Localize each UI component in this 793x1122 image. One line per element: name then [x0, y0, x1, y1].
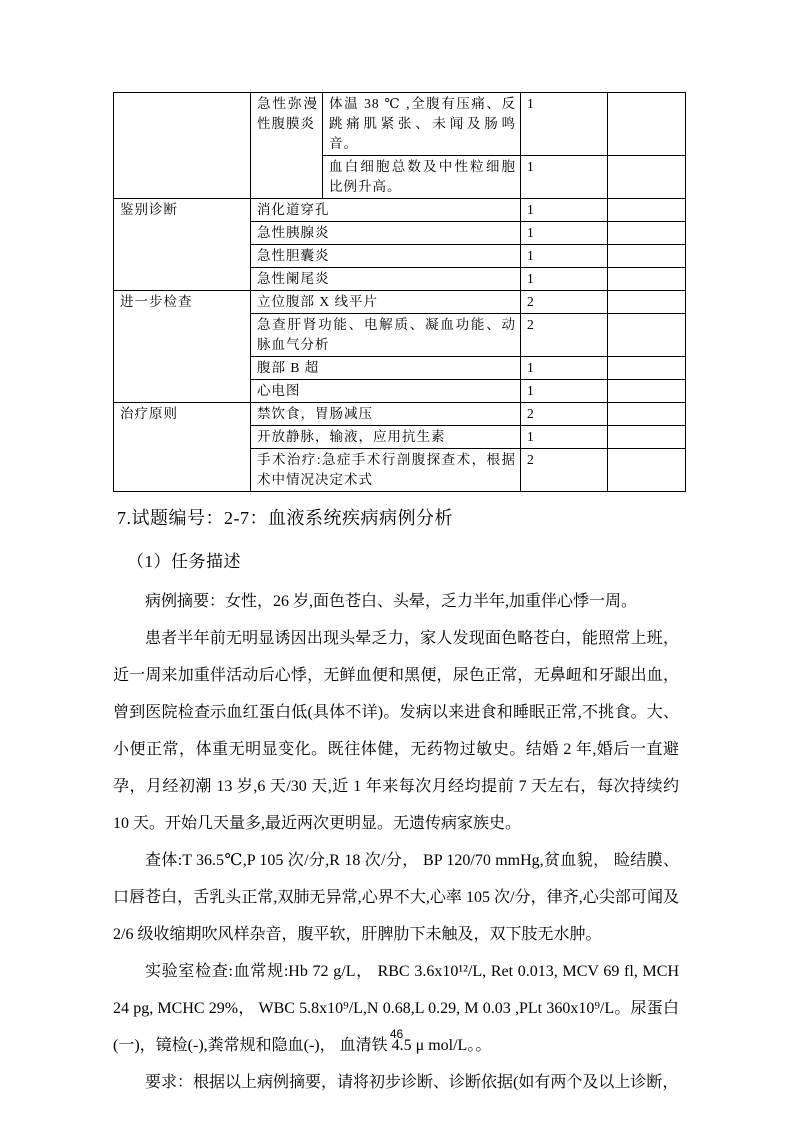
table-row	[114, 199, 686, 222]
score-table	[113, 92, 686, 492]
score-cell: 1	[521, 245, 608, 268]
note-cell	[608, 245, 686, 268]
score-cell: 1	[521, 380, 608, 403]
note-cell	[608, 291, 686, 314]
note-cell	[608, 93, 686, 156]
category-cell: 进一步检查	[114, 291, 251, 403]
category-cell: 治疗原则	[114, 403, 251, 492]
paragraph-case-summary: 病例摘要：女性，26 岁,面色苍白、头晕，乏力半年,加重伴心悸一周。	[145, 593, 638, 610]
item-cell: 禁饮食，胃肠减压	[251, 403, 521, 426]
item-cell: 血白细胞总数及中性粒细胞比例升高。	[323, 156, 521, 199]
table-row	[114, 291, 686, 314]
category-cell	[114, 93, 251, 199]
note-cell	[608, 199, 686, 222]
task-heading: （1）任务描述	[127, 552, 241, 571]
note-cell	[608, 403, 686, 426]
score-cell: 1	[521, 357, 608, 380]
item-cell: 急性阑尾炎	[251, 268, 521, 291]
item-cell: 立位腹部 X 线平片	[251, 291, 521, 314]
table-row	[114, 403, 686, 426]
item-cell: 急性胰腺炎	[251, 222, 521, 245]
paragraph-requirement: 要求：根据以上病例摘要，请将初步诊断、诊断依据(如有两个及以上诊断，	[145, 1074, 679, 1091]
note-cell	[608, 449, 686, 492]
note-cell	[608, 357, 686, 380]
note-cell	[608, 268, 686, 291]
item-cell: 心电图	[251, 380, 521, 403]
paragraph-physical-exam: 查体:T 36.5℃,P 105 次/分,R 18 次/分， BP 120/70 mmHg,贫血貌， 睑结膜、口唇苍白，舌乳头正常,双肺无异常,心界不大,心率 105 次/分，律齐,心尖部可闻及 2/6 级收缩期吹风样杂音，腹平软，肝脾肋下未触及，双下肢无水肿。	[113, 852, 679, 943]
page-number: 46	[389, 1027, 404, 1041]
item-cell: 急查肝肾功能、电解质、凝血功能、动脉血气分析	[251, 314, 521, 357]
item-cell: 体温 38 ℃ ,全腹有压痛、反跳痛肌紧张、未闻及肠鸣音。	[323, 93, 521, 156]
score-cell: 2	[521, 291, 608, 314]
note-cell	[608, 380, 686, 403]
paragraph-lab-results: 实验室检查:血常规:Hb 72 g/L， RBC 3.6x10¹²/L, Ret 0.013, MCV 69 fl, MCH 24 pg, MCHC 29%， WBC 5.8x10⁹/L,N 0.68,L 0.29, M 0.03 ,PLt 360x10⁹/L。尿蛋白(一)，镜检(-),粪常规和隐血(-)， 血清铁 4.5 μ mol/L。。	[113, 963, 679, 1054]
score-cell: 2	[521, 314, 608, 357]
score-cell: 1	[521, 268, 608, 291]
note-cell	[608, 156, 686, 199]
task-description	[113, 583, 679, 1101]
section-heading: 7.试题编号：2-7：血液系统疾病病例分析	[117, 508, 453, 528]
note-cell	[608, 314, 686, 357]
score-cell: 1	[521, 426, 608, 449]
score-cell: 2	[521, 403, 608, 426]
item-cell: 消化道穿孔	[251, 199, 521, 222]
paragraph-history: 患者半年前无明显诱因出现头晕乏力，家人发现面色略苍白，能照常上班，近一周来加重伴活动后心悸，无鲜血便和黑便，尿色正常，无鼻衄和牙龈出血，曾到医院检查示血红蛋白低(具体不详)。发病以来进食和睡眠正常,不挑食。大、小便正常，体重无明显变化。既往体健，无药物过敏史。结婚 2 年,婚后一直避孕，月经初潮 13 岁,6 天/30 天,近 1 年来每次月经均提前 7 天左右，每次持续约 10 天。开始几天量多,最近两次更明显。无遗传病家族史。	[113, 630, 679, 832]
item-cell: 急性胆囊炎	[251, 245, 521, 268]
score-cell: 1	[521, 156, 608, 199]
score-cell: 1	[521, 199, 608, 222]
item-cell: 手术治疗:急症手术行剖腹探查术，根据术中情况决定术式	[251, 449, 521, 492]
score-cell: 1	[521, 93, 608, 156]
item-cell: 开放静脉，输液，应用抗生素	[251, 426, 521, 449]
table-row	[114, 93, 686, 156]
score-cell: 2	[521, 449, 608, 492]
subcategory-cell: 急性弥漫性腹膜炎	[251, 93, 323, 199]
score-cell: 1	[521, 222, 608, 245]
note-cell	[608, 426, 686, 449]
note-cell	[608, 222, 686, 245]
category-cell: 鉴别诊断	[114, 199, 251, 291]
item-cell: 腹部 B 超	[251, 357, 521, 380]
